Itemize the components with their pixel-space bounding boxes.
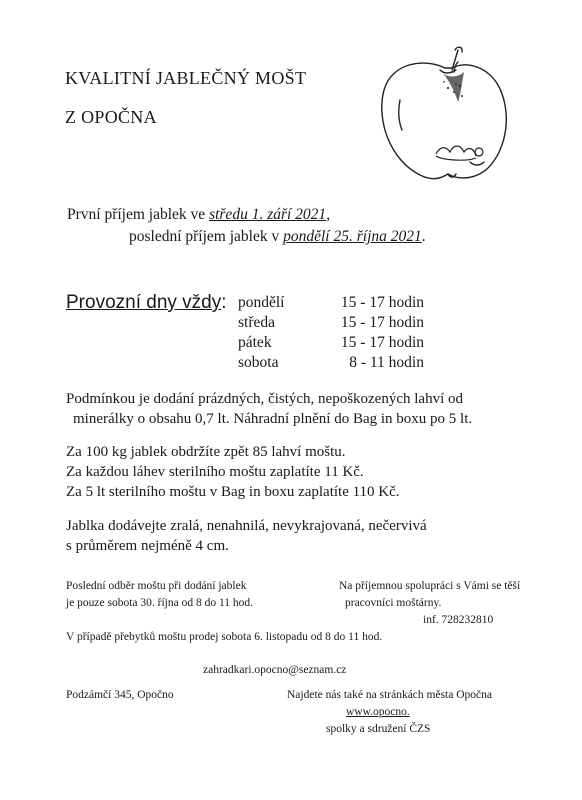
worm-sketch (436, 146, 483, 160)
last-pickup-note: je pouze sobota 30. října od 8 do 11 hod. (66, 597, 254, 609)
website-note: Najdete nás také na stránkách města Opočna (287, 689, 492, 701)
apple-requirements-line: Jablka dodávejte zralá, nenahnilá, nevykrajovaná, nečervivá (66, 518, 427, 534)
last-pickup-note: Poslední odběr moštu při dodání jablek (66, 580, 247, 592)
phone-info: inf. 728232810 (423, 614, 494, 626)
postal-address: Podzámčí 345, Opočno (66, 689, 174, 701)
schedule-heading: Provozní dny vždy: (66, 292, 227, 313)
page-title: KVALITNÍ JABLEČNÝ MOŠT (65, 68, 307, 88)
schedule-day: pondělí (238, 294, 285, 311)
first-intake-line: První příjem jablek ve středu 1. září 2021, (67, 206, 331, 223)
cooperation-note: pracovníci moštárny. (345, 597, 442, 609)
conditions-line: minerálky o obsahu 0,7 lt. Náhradní plnění do Bag in boxu po 5 lt. (73, 411, 473, 427)
schedule-hours: 15 - 17 hodin (340, 294, 424, 311)
schedule-day: pátek (238, 334, 272, 351)
last-intake-line: poslední příjem jablek v pondělí 25. října 2021. (129, 228, 426, 245)
schedule-day: sobota (238, 354, 279, 371)
schedule-hours: 15 - 17 hodin (340, 334, 424, 351)
schedule-row (0, 314, 582, 334)
schedule-hours: 15 - 17 hodin (340, 314, 424, 331)
schedule-hours: 8 - 11 hodin (349, 354, 424, 371)
surplus-sale-note: V případě přebytků moštu prodej sobota 6. listopadu od 8 do 11 hod. (66, 631, 383, 643)
conditions-line: Podmínkou je dodání prázdných, čistých, nepoškozených lahví od (66, 391, 463, 407)
pricing-line: Za 100 kg jablek obdržíte zpět 85 lahví moštu. (66, 444, 346, 460)
schedule-day: středa (238, 314, 276, 331)
schedule-row (0, 334, 582, 354)
page-subtitle: Z OPOČNA (65, 107, 157, 127)
schedule-row (0, 354, 582, 374)
pricing-line: Za každou láhev sterilního moštu zaplatíte 11 Kč. (66, 464, 364, 480)
apple-illustration (370, 40, 520, 190)
website-link[interactable]: www.opocno. (346, 706, 410, 718)
website-section: spolky a sdružení ČZS (326, 723, 431, 735)
email-address[interactable]: zahradkari.opocno@seznam.cz (203, 664, 347, 676)
cooperation-note: Na příjemnou spolupráci s Vámi se těší (339, 580, 521, 592)
apple-requirements-line: s průměrem nejméně 4 cm. (66, 538, 229, 554)
pricing-line: Za 5 lt sterilního moštu v Bag in boxu zaplatíte 110 Kč. (66, 484, 400, 500)
schedule-row (0, 294, 582, 314)
